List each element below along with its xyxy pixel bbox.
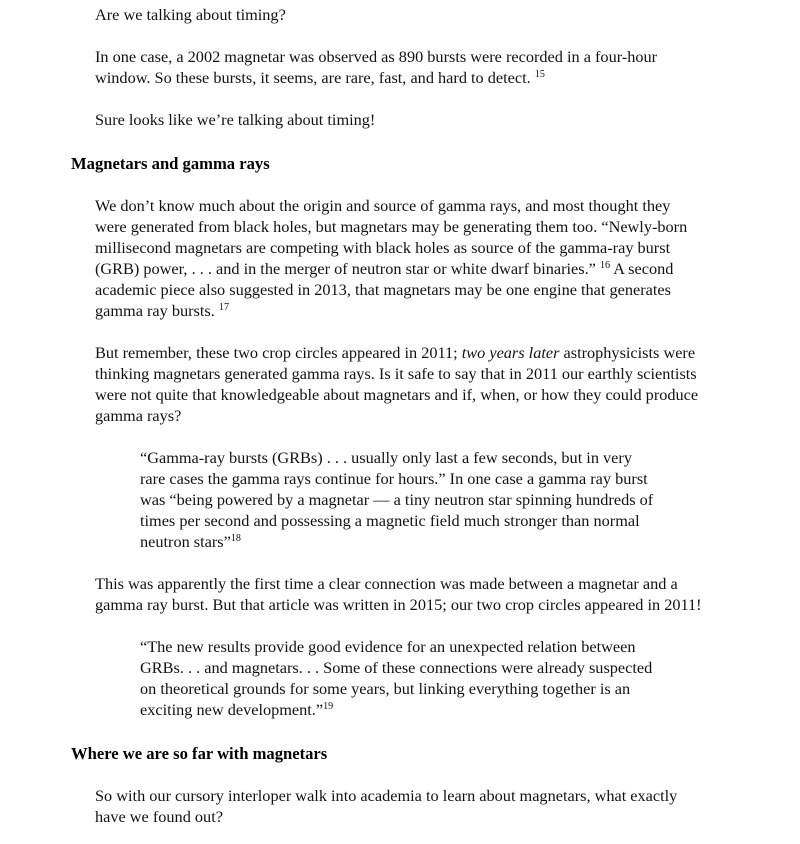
footnote-ref-15: 15 — [534, 69, 545, 81]
paragraph-text: So with our cursory interloper walk into academia to learn about magnetars, what exactly have we found out? — [95, 786, 678, 826]
heading-magnetars-and-gamma-rays — [71, 153, 705, 174]
blockquote-grb-duration — [140, 447, 660, 552]
heading-where-we-are-so-far — [71, 743, 705, 764]
paragraph-timing-question — [95, 4, 705, 25]
heading-text: Where we are so far with magnetars — [71, 744, 328, 763]
paragraph-text: Are we talking about timing? — [95, 5, 286, 24]
paragraph-cursory-interloper — [95, 785, 705, 827]
footnote-ref-19: 19 — [323, 701, 334, 713]
quote-text: “The new results provide good evidence for an unexpected relation between GRBs. . . and magnetars. . . Some of these connections were already suspected on theoretical grounds for some years, but linking everything together is an exciting new development.” — [140, 637, 653, 719]
heading-text: Magnetars and gamma rays — [71, 154, 270, 173]
paragraph-text: Sure looks like we’re talking about timing! — [95, 110, 376, 129]
paragraph-first-time-connection — [95, 573, 705, 615]
paragraph-text: A second academic piece also suggested in 2013, that magnetars may be one engine that generates gamma ray bursts. — [95, 259, 674, 320]
paragraph-text: But remember, these two crop circles appeared in 2011; — [95, 343, 462, 362]
footnote-ref-16: 16 — [599, 260, 611, 272]
emphasis-two-years-later: two years later — [461, 343, 560, 362]
paragraph-gamma-ray-origin — [95, 195, 705, 321]
paragraph-text: This was apparently the first time a clear connection was made between a magnetar and a gamma ray burst. But that article was written in 2015; our two crop circles appeared in 2011! — [95, 574, 702, 614]
footnote-ref-18: 18 — [230, 533, 241, 545]
paragraph-text: We don’t know much about the origin and source of gamma rays, and most thought they were generated from black holes, but magnetars may be generating them too. “Newly-born millisecond magnetars are competing with black holes as source of the gamma-ray burst (GRB) power, . . . and in the merger of neutron star or white dwarf binaries.” — [95, 196, 688, 278]
quote-text: “Gamma-ray bursts (GRBs) . . . usually only last a few seconds, but in very rare cases the gamma rays continue for hours.” In one case a gamma ray burst was “being powered by a magnetar — a tiny neutron star spinning hundreds of times per second and possessing a magnetic field much stronger than normal neutron stars” — [140, 448, 654, 551]
paragraph-text: astrophysicists were thinking magnetars generated gamma rays. Is it safe to say that in 2011 our earthly scientists were not quite that knowledgeable about magnetars and if, when, or how they could produce gamma rays? — [95, 343, 699, 425]
blockquote-new-results — [140, 636, 660, 720]
paragraph-2002-magnetar-bursts — [95, 46, 705, 88]
paragraph-but-remember — [95, 342, 705, 426]
paragraph-sure-looks — [95, 109, 705, 130]
paragraph-text: In one case, a 2002 magnetar was observed as 890 bursts were recorded in a four-hour window. So these bursts, it seems, are rare, fast, and hard to detect. — [95, 47, 658, 87]
footnote-ref-17: 17 — [218, 302, 229, 314]
